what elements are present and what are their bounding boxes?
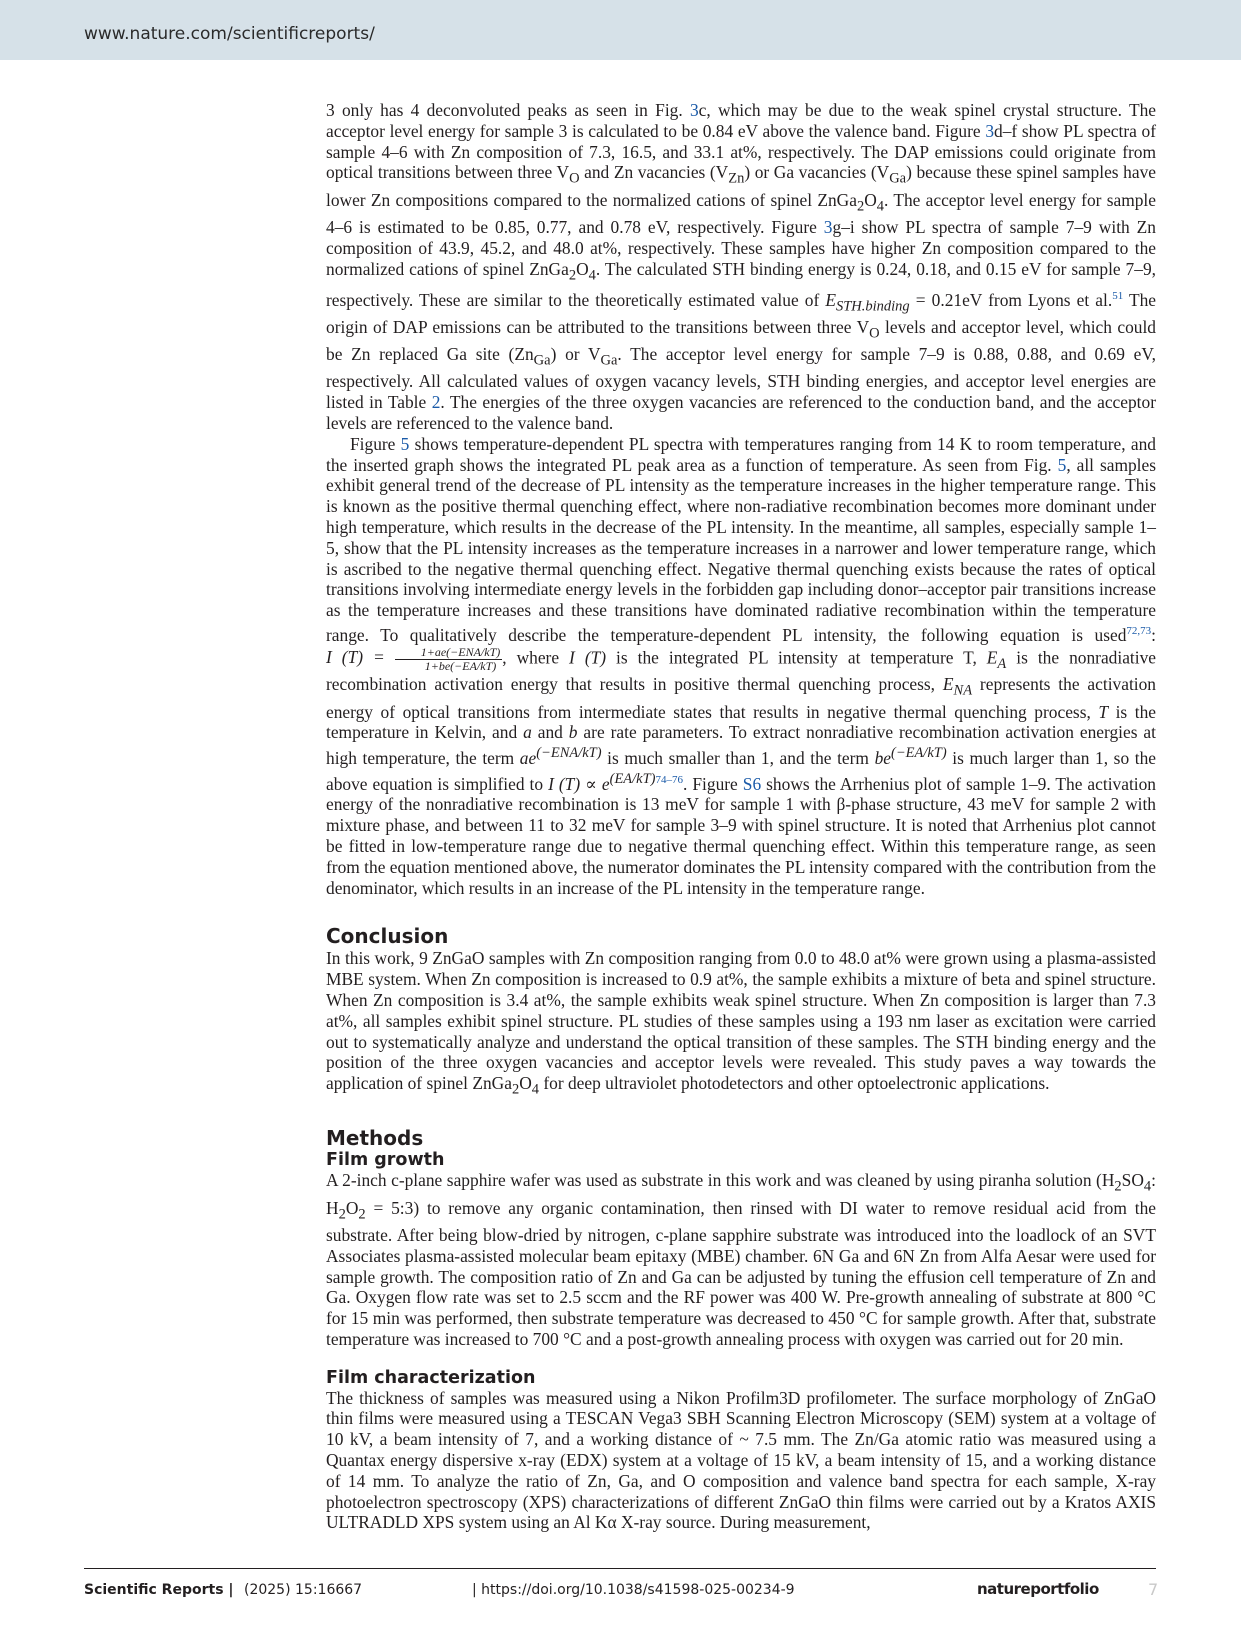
math-symbol: E	[942, 674, 954, 695]
math-symbol: E	[825, 289, 836, 310]
subscript: 4	[588, 266, 596, 283]
subscript: 4	[1143, 1178, 1152, 1195]
subscript: 2	[856, 198, 865, 215]
subscript: 4	[876, 198, 884, 215]
citation-link[interactable]: 51	[1112, 289, 1124, 302]
math-subscript: STH.binding	[835, 298, 910, 315]
subscript: Ga	[533, 352, 551, 369]
footer-divider	[84, 1568, 1156, 1569]
citation-superscript	[1126, 625, 1151, 637]
citation-superscript	[1112, 290, 1123, 302]
math-symbol: b	[568, 722, 578, 743]
subscript: 2	[1114, 1178, 1122, 1195]
figure-ref-link[interactable]: 3	[689, 100, 699, 120]
subscript: 2	[338, 1206, 346, 1223]
film-characterization-heading: Film characterization	[326, 1367, 536, 1388]
article-body	[326, 100, 1156, 1533]
paragraph-film-growth: A 2-inch c-plane sapphire wafer was used as substrate in this work and was cleaned by using piranha solution ($H_2SO_4$: $H_2O_2$ = 5:3) to remove any organic contamination, then rinsed with DI water to remove residual acid from the substrate. After being blow-dried by nitrogen, c-plane sapphire substrate was introduced into the loadlock of an SVT Associates plasma-assisted molecular beam epitaxy (MBE) chamber. 6N Ga and 6N Zn from Alfa Aesar were used for sample growth. The composition ratio of Zn and Ga can be adjusted by tuning the effusion cell temperature of Zn and Ga. Oxygen flow rate was set to 2.5 sccm and the RF power was 400 W. Pre-growth annealing of substrate at 800 °C for 15 min was performed, then substrate temperature was decreased to 450 °C for sample growth. After that, substrate temperature was increased to 700 °C and a post-growth annealing process with oxygen was carried out for 20 min.	[326, 1170, 1156, 1349]
math-symbol: E	[986, 647, 998, 668]
doi-link[interactable]: | https://doi.org/10.1038/s41598-025-00234-9	[472, 1582, 795, 1598]
film-growth-heading: Film growth	[326, 1150, 445, 1171]
figure-ref-link[interactable]: 3	[985, 120, 995, 141]
subscript: Ga	[889, 170, 907, 187]
math-superscript: (−ENA/kT)	[536, 745, 602, 762]
figure-ref-link[interactable]: S6	[742, 773, 762, 794]
math-symbol: a	[523, 722, 532, 743]
equation-numerator: 1+ae(−ENA/kT)	[395, 646, 503, 660]
paragraph-temperature-dependent-pl: Figure 5 shows temperature-dependent PL spectra with temperatures ranging from 14 K to room temperature, and the inserted graph shows the integrated PL peak area as a function of temperature. As seen from Fig. 5, all samples exhibit general trend of the decrease of PL intensity as the temperature increases in the higher temperature range. This is known as the positive thermal quenching effect, where non-radiative recombination becomes more dominant under high temperature, which results in the decrease of the PL intensity. In the meantime, all samples, especially sample 1–5, show that the PL intensity increases as the temperature increases in a narrower and lower temperature range, which is ascribed to the negative thermal quenching effect. Negative thermal quenching exists because the rates of optical transitions involving intermediate energy levels in the forbidden gap including donor–acceptor pair transitions increase as the temperature increases and these transitions have dominated radiative recombination within the temperature range. To qualitatively describe the temperature-dependent PL intensity, the following equation is used$^{72,73}$: I (T) = $\frac{\text{1+ae(−ENA/kT)}}{1+be(-EA/kT)}$ , where I (T) is the integrated PL intensity at temperature T, $E_A$ is the nonradiative recombination activation energy that results in positive thermal quenching process, $E_{NA}$ represents the activation energy of optical transitions from intermediate states that results in negative thermal quenching process, T is the temperature in Kelvin, and a and b are rate parameters. To extract nonradiative recombination activation energies at high temperature, the term $ae^{(-ENA/kT)}$ is much smaller than 1, and the term $be^{(-EA/kT)}$ is much larger than 1, so the above equation is simplified to I (T) ∝ e$^{(EA/kT)74-76}$. Figure S6 shows the Arrhenius plot of sample 1–9. The activation energy of the nonradiative recombination is 13 meV for sample 1 with β-phase structure, 43 meV for sample 2 with mixture phase, and between 11 to 32 meV for sample 3–9 with spinel structure. It is noted that Arrhenius plot cannot be fitted in low-temperature range due to negative thermal quenching effect. Within this temperature range, as seen from the equation mentioned above, the numerator dominates the PL intensity compared with the contribution from the denominator, which results in an increase of the PL intensity in the temperature range.	[326, 433, 1157, 898]
paragraph-film-characterization: The thickness of samples was measured using a Nikon Profilm3D profilometer. The surface morphology of ZnGaO thin films were measured using a TESCAN Vega3 SBH Scanning Electron Microscopy (SEM) system at a voltage of 10 kV, a beam intensity of 7, and a working distance of ~ 7.5 mm. The Zn/Ga atomic ratio was measured using a Quantax energy dispersive x-ray (EDX) system at a voltage of 15 kV, a beam intensity of 15, and a working distance of 14 mm. To analyze the ratio of Zn, Ga, and O composition and valence band spectra for each sample, X-ray photoelectron spectroscopy (XPS) characterizations of different ZnGaO thin films were carried out by a Kratos AXIS ULTRADLD XPS system using an Al Kα X-ray source. During measurement,	[326, 1387, 1156, 1533]
site-header	[0, 0, 1241, 60]
site-url-link[interactable]: www.nature.com/scientificreports/	[84, 24, 375, 44]
citation-superscript	[656, 774, 684, 786]
math-superscript: (EA/kT)	[609, 770, 656, 787]
subscript: 2	[568, 266, 577, 283]
journal-name: Scientific Reports |	[84, 1582, 234, 1598]
paragraph-pl-spectra: 3 only has 4 deconvoluted peaks as seen in Fig. 3c, which may be due to the weak spinel crystal structure. The acceptor level energy for sample 3 is calculated to be 0.84 eV above the valence band. Figure 3d–f show PL spectra of sample 4–6 with Zn composition of 7.3, 16.5, and 33.1 at%, respectively. The DAP emissions could originate from optical transitions between three $V_O$ and Zn vacancies $(V_{Zn})$ or Ga vacancies $(V_{Ga})$ because these spinel samples have lower Zn compositions compared to the normalized cations of spinel $ZnGa_2O_4$. The acceptor level energy for sample 4–6 is estimated to be 0.85, 0.77, and 0.78 eV, respectively. Figure 3g–i show PL spectra of sample 7–9 with Zn composition of 43.9, 45.2, and 48.0 at%, respectively. These samples have higher Zn composition compared to the normalized cations of spinel $ZnGa_2O_4$. The calculated STH binding energy is 0.24, 0.18, and 0.15 eV for sample 7–9, respectively. These are similar to the theoretically estimated value of $E_{STH.binding} = 0.21eV$ from Lyons et al.$^{51}$ The origin of DAP emissions can be attributed to the transitions between three $V_O$ levels and acceptor level, which could be Zn replaced Ga site $(Zn_{Ga})$ or $V_{Ga}$. The acceptor level energy for sample 7–9 is 0.88, 0.88, and 0.69 eV, respectively. All calculated values of oxygen vacancy levels, STH binding energies, and acceptor level energies are listed in Table 2. The energies of the three oxygen vacancies are referenced to the conduction band, and the acceptor levels are referenced to the valence band.	[326, 100, 1157, 433]
publisher-logo: natureportfolio	[977, 1580, 1099, 1598]
figure-ref-link[interactable]: 5	[400, 433, 410, 454]
conclusion-heading: Conclusion	[326, 924, 449, 949]
subscript: O	[569, 170, 580, 187]
equation-lhs: I (T) =	[326, 647, 395, 668]
citation-link[interactable]: 74–76	[655, 773, 684, 786]
page-number: 7	[1148, 1580, 1159, 1599]
math-symbol: be	[874, 747, 891, 768]
citation-link[interactable]: 72,73	[1126, 624, 1152, 637]
subscript: 2	[358, 1206, 366, 1223]
methods-heading: Methods	[326, 1126, 424, 1151]
page-footer	[84, 1580, 1159, 1606]
math-symbol: ae	[519, 747, 537, 768]
equation-fraction	[395, 646, 503, 673]
figure-ref-link[interactable]: 2	[431, 392, 441, 413]
subscript: O	[869, 325, 880, 342]
subscript: 4	[531, 1081, 539, 1098]
math-symbol: T	[1098, 701, 1109, 722]
math-subscript: A	[997, 655, 1007, 672]
figure-ref-link[interactable]: 3	[823, 216, 833, 237]
subscript: Zn	[728, 170, 745, 187]
math-subscript: NA	[953, 682, 973, 699]
equation-denominator: 1+be(−EA/kT)	[424, 658, 497, 673]
math-symbol: I (T) ∝ e	[548, 773, 610, 794]
paragraph-conclusion: In this work, 9 ZnGaO samples with Zn composition ranging from 0.0 to 48.0 at% were grown using a plasma-assisted MBE system. When Zn composition is increased to 0.9 at%, the sample exhibits a mixture of beta and spinel structure. When Zn composition is 3.4 at%, the sample exhibits weak spinel structure. When Zn composition is larger than 7.3 at%, all samples exhibit spinel structure. PL studies of these samples using a 193 nm laser as excitation were carried out to systematically analyze and understand the optical transition of these samples. The STH binding energy and the position of the three oxygen vacancies and acceptor levels were revealed. This study paves a way towards the application of spinel $ZnGa_2O_4$ for deep ultraviolet photodetectors and other optoelectronic applications.	[326, 948, 1156, 1098]
subscript: Ga	[600, 352, 618, 369]
pl-intensity-equation	[326, 644, 502, 673]
article-citation: (2025) 15:16667	[244, 1582, 363, 1598]
subscript: 2	[511, 1081, 520, 1098]
math-symbol: I (T)	[569, 647, 607, 668]
figure-ref-link[interactable]: 5	[1057, 454, 1067, 475]
math-superscript: (−EA/kT)	[890, 745, 947, 762]
